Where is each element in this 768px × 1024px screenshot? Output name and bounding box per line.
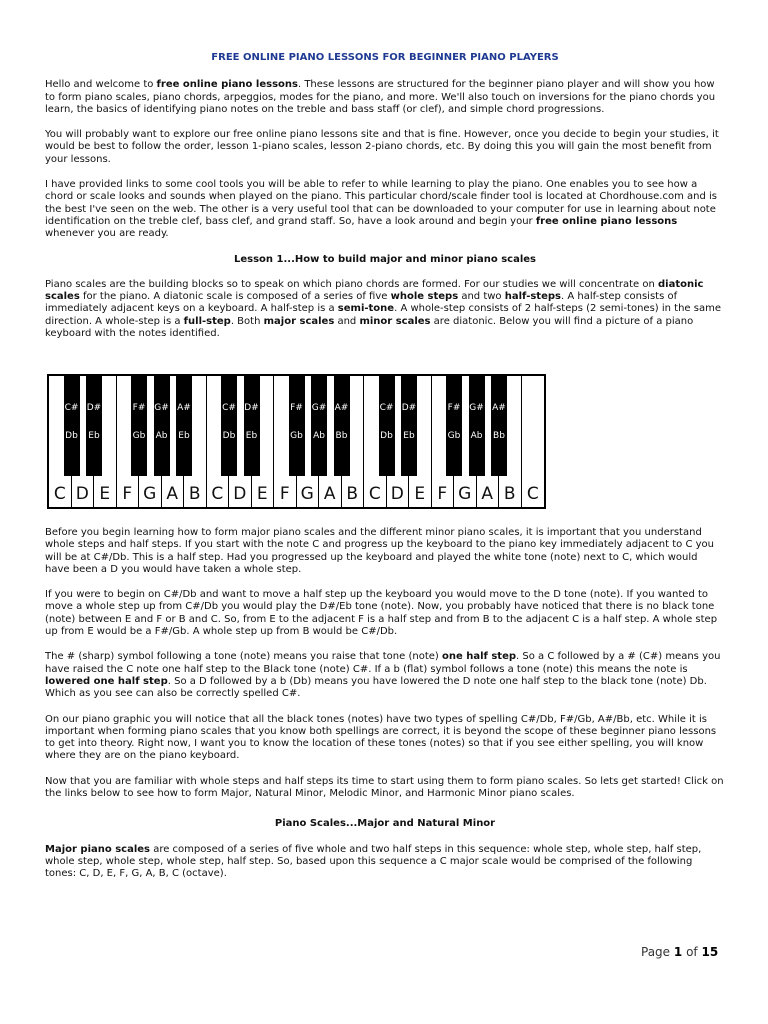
black-key-sharp-label: F#	[447, 403, 461, 413]
black-key	[131, 376, 147, 476]
white-key-label: E	[99, 484, 111, 504]
intro-paragraph-2: You will probably want to explore our free online piano lessons site and that is fine. However, once you decide to begin your studies, it would be best to follow the order, lesson 1-piano scales, lesson 2-piano chords, etc. By doing this you will gain the most benefit from your lessons.	[45, 129, 719, 165]
white-key-label: D	[233, 484, 247, 504]
white-key-label: B	[346, 484, 359, 504]
black-key	[221, 376, 237, 476]
black-key-sharp-label: A#	[334, 403, 349, 413]
black-key	[469, 376, 485, 476]
white-key-label: E	[256, 484, 268, 504]
white-key-label: A	[481, 484, 494, 504]
body-paragraph-4: On our piano graphic you will notice that all the black tones (notes) have two types of spelling C#/Db, F#/Gb, A#/Bb, etc. While it is important when forming piano scales that you know both spellings are correct, it is beyond the scope of these beginner piano lessons to get into theory. Right now, I want you to know the location of these tones (notes) so that if you see either spelling, you will know where they are on the piano keyboard.	[45, 713, 717, 762]
white-key	[522, 376, 545, 507]
intro-paragraph-3: I have provided links to some cool tools you will be able to refer to while learning to play the piano. One enables you to see how a chord or scale looks and sounds when played on the piano. This particular chord/scale finder tool is located at Chordhouse.com and is the best I've seen on the web. The other is a very useful tool that can be downloaded to your computer for use in learning about note identification on the treble clef, bass clef, and grand staff. So, have a look around and begin your free online piano lessons whenever you are ready.	[45, 179, 717, 240]
black-key-sharp-label: G#	[154, 403, 169, 413]
black-key-flat-label: Gb	[132, 431, 146, 441]
black-key-sharp-label: G#	[311, 403, 327, 413]
black-key	[311, 376, 327, 476]
white-key-label: C	[526, 484, 539, 504]
black-key-sharp-label: C#	[64, 403, 79, 413]
white-key-label: G	[143, 484, 157, 504]
black-key-flat-label: Eb	[403, 431, 415, 441]
black-key	[379, 376, 395, 476]
black-key	[401, 376, 417, 476]
black-key-flat-label: Bb	[335, 431, 348, 441]
black-key	[491, 376, 507, 476]
black-key-sharp-label: D#	[401, 403, 417, 413]
body-paragraph-2: If you were to begin on C#/Db and want to move a half step up the keyboard you would move to the D tone (note). If you wanted to move a whole step up from C#/Db you would play the D#/Eb tone (note). Now, you probably have noticed that there is no black tone (note) between E and F or B and C. So, from E to the adjacent F is a half step and from B to the adjacent C is a half step. A whole step up from E would be a F#/Gb. A whole step up from B would be C#/Db.	[45, 589, 718, 638]
page-title: FREE ONLINE PIANO LESSONS FOR BEGINNER PIANO PLAYERS	[211, 52, 559, 63]
black-key-flat-label: Bb	[493, 431, 505, 441]
black-key-sharp-label: D#	[244, 403, 259, 413]
scales-heading: Piano Scales...Major and Natural Minor	[274, 818, 496, 830]
black-key-sharp-label: G#	[469, 403, 484, 413]
black-key-flat-label: Gb	[447, 431, 461, 441]
lesson1-paragraph: Piano scales are the building blocks so to speak on which piano chords are formed. For our studies we will concentrate on diatonic scales for the piano. A diatonic scale is composed of a series of five whole steps and two half-steps. A half-step consists of immediately adjacent keys on a keyboard. A half-step is a semi-tone. A whole-step consists of 2 half-steps (2 semi-tones) in the same direction. A whole-step is a full-step. Both major scales and minor scales are diatonic. Below you will find a picture of a piano keyboard with the notes identified.	[45, 278, 721, 340]
black-key-sharp-label: A#	[492, 403, 506, 413]
body-paragraph-3: The # (sharp) symbol following a tone (note) means you raise that tone (note) one half step. So a C followed by a # (C#) means you have raised the C note one half step to the Black tone (note) C#. If a b (flat) symbol follows a tone (note) this means the note is lowered one half step. So a D followed by a b (Db) means you have lowered the D note one half step to the black tone (note) Db. Which as you see can also be correctly spelled C#.	[45, 651, 721, 700]
page-footer: Page 1 of 15	[641, 945, 719, 959]
black-key-flat-label: Db	[380, 431, 393, 441]
black-key	[334, 376, 350, 476]
white-key-label: B	[503, 484, 516, 504]
white-key-label: C	[368, 484, 381, 504]
white-key-label: D	[75, 484, 89, 504]
black-key	[64, 376, 80, 476]
white-key-label: D	[390, 484, 404, 504]
white-key-label: G	[458, 484, 472, 504]
white-key-label: F	[279, 484, 290, 504]
body-paragraph-1: Before you begin learning how to form major piano scales and the different minor piano scales, it is important that you understand whole steps and half steps. If you start with the note C and progress up the keyboard to the piano key immediately adjacent to C you will be at C#/Db. This is a half step. Had you progressed up the keyboard and played the white tone (note) next to C, which would have been a D you would have taken a whole step.	[45, 527, 714, 575]
white-key-label: C	[53, 484, 66, 504]
white-key-label: C	[211, 484, 224, 504]
black-key	[86, 376, 102, 476]
white-key-label: G	[300, 484, 314, 504]
black-key-flat-label: Ab	[155, 431, 168, 441]
body-paragraph-5: Now that you are familiar with whole steps and half steps its time to start using them to form piano scales. So lets get started! Click on the links below to see how to form Major, Natural Minor, Melodic Minor, and Harmonic Minor piano scales.	[45, 775, 724, 800]
black-key-sharp-label: C#	[379, 403, 394, 413]
black-key-sharp-label: F#	[290, 403, 303, 413]
black-key	[244, 376, 260, 476]
black-key-flat-label: Ab	[470, 431, 483, 441]
black-key-sharp-label: A#	[177, 403, 191, 413]
white-key-label: A	[323, 484, 336, 504]
black-key-flat-label: Eb	[178, 431, 190, 441]
white-key-label: F	[122, 484, 133, 504]
black-key	[154, 376, 170, 476]
black-key-flat-label: Gb	[290, 431, 303, 441]
black-key-flat-label: Eb	[88, 431, 100, 441]
black-key-sharp-label: D#	[86, 403, 102, 413]
white-key-label: A	[166, 484, 179, 504]
black-key-sharp-label: F#	[132, 403, 146, 413]
black-key-flat-label: Eb	[245, 431, 258, 441]
black-key	[176, 376, 192, 476]
white-key-label: B	[188, 484, 201, 504]
white-key-label: E	[414, 484, 426, 504]
intro-paragraph-1: Hello and welcome to free online piano lessons. These lessons are structured for the beginner piano player and will show you how to form piano scales, piano chords, arpeggios, modes for the piano, and more. We'll also touch on inversions for the piano chords you learn, the basics of identifying piano notes on the treble and bass staff (or clef), and simple chord progressions.	[45, 79, 716, 115]
white-key-label: F	[437, 484, 448, 504]
black-key-flat-label: Ab	[313, 431, 325, 441]
document-page	[45, 52, 725, 353]
piano-keyboard-diagram	[47, 374, 546, 509]
document-page-lower	[45, 527, 725, 894]
black-key-flat-label: Db	[222, 431, 236, 441]
black-key-flat-label: Db	[65, 431, 78, 441]
black-key-sharp-label: C#	[222, 403, 236, 413]
black-key	[446, 376, 462, 476]
lesson1-heading: Lesson 1...How to build major and minor piano scales	[234, 253, 536, 265]
scales-paragraph: Major piano scales are composed of a series of five whole and two half steps in this sequence: whole step, whole step, half step, whole step, whole step, whole step, half step. So, based upon this sequence a C major scale would be comprised of the following tones: C, D, E, F, G, A, B, C (octave).	[45, 843, 702, 880]
black-key	[289, 376, 305, 476]
